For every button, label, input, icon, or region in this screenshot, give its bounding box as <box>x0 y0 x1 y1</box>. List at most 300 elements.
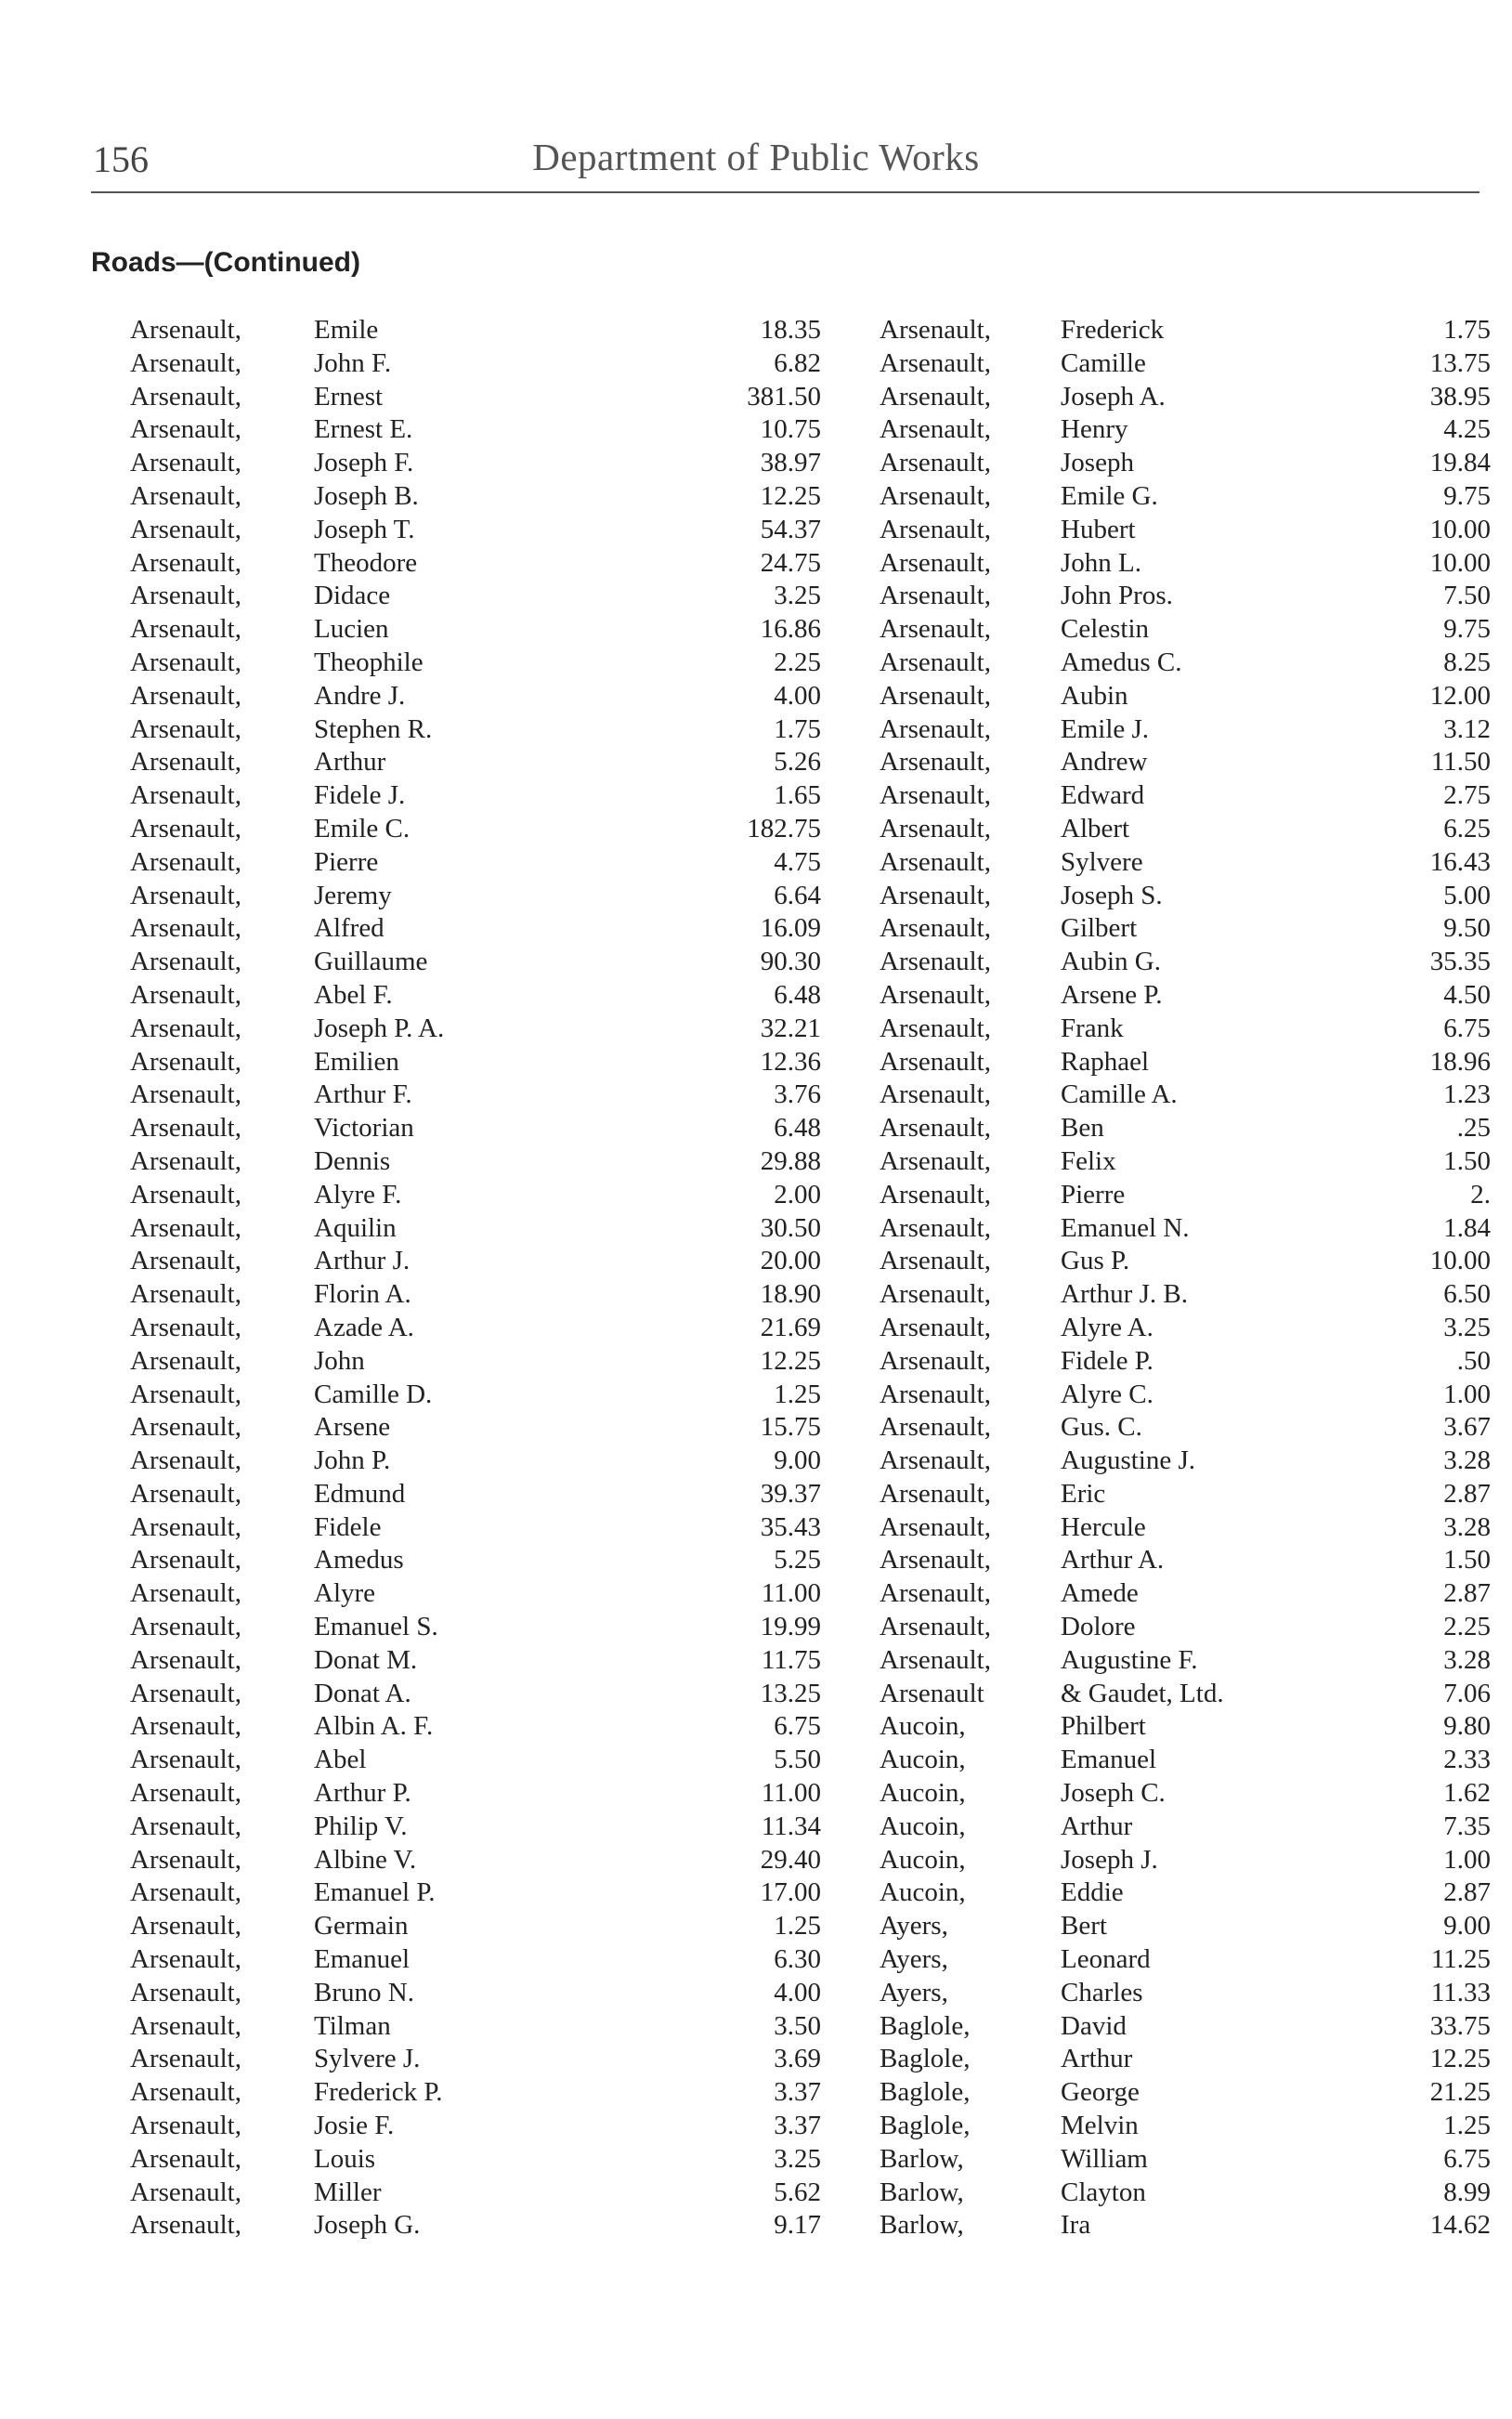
entry-given-name: Fidele J. <box>314 780 406 811</box>
entry-surname: Arsenault <box>880 1678 984 1708</box>
entry-given-name: Joseph F. <box>314 448 414 478</box>
entry-amount: 4.25 <box>1443 414 1491 445</box>
entry-amount: 2.87 <box>1443 1478 1491 1509</box>
entry-amount: 1.84 <box>1443 1212 1491 1243</box>
entry-given-name: Didace <box>314 581 391 611</box>
entry-given-name: Arsene <box>314 1412 391 1443</box>
entry-surname: Arsenault, <box>880 1212 991 1243</box>
entry-given-name: Dennis <box>314 1145 391 1176</box>
entry-amount: 4.00 <box>774 680 821 711</box>
entry-surname: Arsenault, <box>880 880 991 910</box>
entry-amount: 6.48 <box>774 979 821 1010</box>
entry-surname: Arsenault, <box>130 347 241 378</box>
entry-amount: 4.75 <box>774 846 821 877</box>
entry-surname: Arsenault, <box>880 614 991 645</box>
entry-surname: Arsenault, <box>130 1312 241 1342</box>
entry-surname: Arsenault, <box>130 2210 241 2241</box>
entry-surname: Arsenault, <box>130 1678 241 1708</box>
entry-surname: Arsenault, <box>880 1079 991 1110</box>
entry-amount: 24.75 <box>760 547 821 578</box>
entry-amount: 10.00 <box>1429 547 1491 578</box>
entry-surname: Barlow, <box>880 2177 964 2207</box>
entry-given-name: Amede <box>1061 1578 1139 1609</box>
entry-given-name: Gilbert <box>1061 913 1138 944</box>
entry-amount: 5.00 <box>1443 880 1491 910</box>
entry-surname: Ayers, <box>880 1911 948 1942</box>
entry-surname: Arsenault, <box>130 614 241 645</box>
entry-surname: Arsenault, <box>880 647 991 677</box>
entry-surname: Arsenault, <box>880 480 991 511</box>
entry-given-name: Josie F. <box>314 2111 395 2141</box>
entry-given-name: Fidele <box>314 1511 382 1542</box>
entry-amount: 30.50 <box>760 1212 821 1243</box>
entry-given-name: Eric <box>1061 1478 1106 1509</box>
entry-given-name: Stephen R. <box>314 713 433 744</box>
entry-amount: 381.50 <box>747 381 821 412</box>
entry-given-name: Donat A. <box>314 1678 411 1708</box>
entry-given-name: Ben <box>1061 1113 1104 1144</box>
entry-given-name: George <box>1061 2077 1140 2108</box>
entry-surname: Barlow, <box>880 2210 964 2241</box>
entry-given-name: Alyre A. <box>1061 1312 1154 1342</box>
entry-surname: Arsenault, <box>880 1046 991 1077</box>
entry-amount: .50 <box>1456 1345 1491 1376</box>
entry-surname: Arsenault, <box>130 1944 241 1975</box>
entry-amount: 182.75 <box>747 813 821 843</box>
entry-amount: 16.86 <box>760 614 821 645</box>
entry-surname: Baglole, <box>880 2044 971 2074</box>
entry-amount: 6.25 <box>1443 813 1491 843</box>
entry-amount: 90.30 <box>760 947 821 977</box>
entry-amount: 7.35 <box>1443 1811 1491 1841</box>
entry-amount: 6.64 <box>774 880 821 910</box>
entry-surname: Arsenault, <box>130 480 241 511</box>
entry-surname: Arsenault, <box>130 1113 241 1144</box>
entry-given-name: Pierre <box>314 846 379 877</box>
entry-given-name: Ernest <box>314 381 384 412</box>
entry-given-name: Hercule <box>1061 1511 1146 1542</box>
entry-surname: Arsenault, <box>880 1412 991 1443</box>
entry-given-name: Emile C. <box>314 813 411 843</box>
entry-amount: 4.50 <box>1443 979 1491 1010</box>
entry-surname: Arsenault, <box>880 813 991 843</box>
entry-given-name: Arthur J. <box>314 1246 411 1276</box>
entry-surname: Arsenault, <box>880 780 991 811</box>
entry-given-name: Albin A. F. <box>314 1711 434 1742</box>
entry-amount: 2.25 <box>1443 1612 1491 1642</box>
entry-surname: Arsenault, <box>130 1612 241 1642</box>
entry-given-name: & Gaudet, Ltd. <box>1061 1678 1224 1708</box>
entry-given-name: Ira <box>1061 2210 1091 2241</box>
entry-given-name: Bruno N. <box>314 1977 414 2007</box>
entry-surname: Arsenault, <box>880 1478 991 1509</box>
entry-amount: 11.00 <box>761 1578 821 1609</box>
entry-surname: Aucoin, <box>880 1778 966 1809</box>
entry-surname: Arsenault, <box>130 1079 241 1110</box>
entry-given-name: Amedus <box>314 1545 404 1576</box>
entry-amount: 2.75 <box>1443 780 1491 811</box>
entry-amount: 38.95 <box>1429 381 1491 412</box>
entry-surname: Arsenault, <box>130 813 241 843</box>
entry-amount: 6.75 <box>774 1711 821 1742</box>
entry-surname: Arsenault, <box>130 581 241 611</box>
page-number: 156 <box>93 138 149 180</box>
entry-given-name: Philbert <box>1061 1711 1146 1742</box>
entry-given-name: Emile J. <box>1061 713 1150 744</box>
entry-surname: Arsenault, <box>880 1612 991 1642</box>
entry-amount: 9.80 <box>1443 1711 1491 1742</box>
entry-surname: Arsenault, <box>880 979 991 1010</box>
entry-amount: 2.33 <box>1443 1745 1491 1775</box>
entry-surname: Aucoin, <box>880 1745 966 1775</box>
entry-surname: Arsenault, <box>880 547 991 578</box>
entry-amount: 12.25 <box>760 1345 821 1376</box>
entry-surname: Arsenault, <box>130 1412 241 1443</box>
entry-surname: Arsenault, <box>880 381 991 412</box>
entry-given-name: Germain <box>314 1911 409 1942</box>
entry-given-name: Edmund <box>314 1478 406 1509</box>
entry-amount: 3.37 <box>774 2077 821 2108</box>
entry-amount: 2.25 <box>774 647 821 677</box>
entry-amount: 9.75 <box>1443 480 1491 511</box>
entry-given-name: Joseph P. A. <box>314 1013 445 1043</box>
entry-amount: 29.88 <box>760 1145 821 1176</box>
entry-given-name: Theodore <box>314 547 418 578</box>
entry-given-name: Alyre F. <box>314 1179 402 1210</box>
entry-amount: 12.25 <box>760 480 821 511</box>
entry-surname: Arsenault, <box>130 780 241 811</box>
entry-surname: Arsenault, <box>130 2010 241 2041</box>
entry-amount: 11.75 <box>761 1644 821 1675</box>
entry-given-name: Fidele P. <box>1061 1345 1154 1376</box>
entry-surname: Arsenault, <box>880 514 991 544</box>
entry-given-name: Felix <box>1061 1145 1116 1176</box>
entry-given-name: Alfred <box>314 913 385 944</box>
entry-given-name: Frank <box>1061 1013 1124 1043</box>
entry-amount: 1.75 <box>774 713 821 744</box>
entry-amount: 3.67 <box>1443 1412 1491 1443</box>
entry-given-name: Celestin <box>1061 614 1150 645</box>
entry-amount: 10.00 <box>1429 1246 1491 1276</box>
entry-given-name: Gus. C. <box>1061 1412 1142 1443</box>
entry-given-name: Abel <box>314 1745 367 1775</box>
entry-surname: Arsenault, <box>130 1478 241 1509</box>
entry-given-name: Melvin <box>1061 2111 1139 2141</box>
entry-amount: 6.75 <box>1443 2143 1491 2174</box>
entry-given-name: Arthur <box>314 747 386 778</box>
entry-given-name: Lucien <box>314 614 389 645</box>
entry-amount: 21.25 <box>1429 2077 1491 2108</box>
entry-surname: Arsenault, <box>880 1312 991 1342</box>
entry-amount: 38.97 <box>760 448 821 478</box>
entry-amount: 3.69 <box>774 2044 821 2074</box>
entry-given-name: Arthur <box>1061 1811 1133 1841</box>
entry-surname: Arsenault, <box>130 414 241 445</box>
entry-amount: 3.76 <box>774 1079 821 1110</box>
entry-amount: 1.23 <box>1443 1079 1491 1110</box>
entry-given-name: Arthur J. B. <box>1061 1279 1188 1310</box>
entry-amount: 1.25 <box>1443 2111 1491 2141</box>
entry-given-name: Azade A. <box>314 1312 414 1342</box>
entry-amount: 1.65 <box>774 780 821 811</box>
entry-surname: Arsenault, <box>130 1811 241 1841</box>
entry-given-name: Joseph G. <box>314 2210 421 2241</box>
entry-amount: 19.84 <box>1429 448 1491 478</box>
entry-given-name: Emile <box>314 315 379 345</box>
entry-surname: Arsenault, <box>130 2177 241 2207</box>
entry-given-name: John P. <box>314 1445 391 1476</box>
entry-amount: 7.50 <box>1443 581 1491 611</box>
entry-surname: Arsenault, <box>130 1844 241 1875</box>
entry-amount: 3.28 <box>1443 1511 1491 1542</box>
entry-given-name: Bert <box>1061 1911 1107 1942</box>
entry-surname: Baglole, <box>880 2077 971 2108</box>
entry-surname: Arsenault, <box>880 1545 991 1576</box>
entry-amount: 11.34 <box>761 1811 821 1841</box>
entry-surname: Arsenault, <box>880 1113 991 1144</box>
entry-given-name: John Pros. <box>1061 581 1173 611</box>
entry-given-name: Andrew <box>1061 747 1148 778</box>
entry-surname: Arsenault, <box>130 713 241 744</box>
entry-given-name: Miller <box>314 2177 382 2207</box>
entry-amount: 16.43 <box>1429 846 1491 877</box>
entry-surname: Arsenault, <box>130 547 241 578</box>
entry-amount: 2.87 <box>1443 1578 1491 1609</box>
entry-surname: Arsenault, <box>130 2044 241 2074</box>
entry-amount: .25 <box>1456 1113 1491 1144</box>
entry-amount: 35.35 <box>1429 947 1491 977</box>
entry-amount: 16.09 <box>760 913 821 944</box>
entry-surname: Ayers, <box>880 1944 948 1975</box>
entry-amount: 11.00 <box>761 1778 821 1809</box>
entry-amount: 3.37 <box>774 2111 821 2141</box>
entry-surname: Arsenault, <box>130 1046 241 1077</box>
entry-amount: 6.50 <box>1443 1279 1491 1310</box>
entry-given-name: Emanuel P. <box>314 1877 436 1908</box>
entry-surname: Arsenault, <box>130 315 241 345</box>
entry-amount: 3.50 <box>774 2010 821 2041</box>
entry-amount: 8.99 <box>1443 2177 1491 2207</box>
entry-given-name: Aquilin <box>314 1212 397 1243</box>
entry-amount: 12.25 <box>1429 2044 1491 2074</box>
entry-amount: 6.30 <box>774 1944 821 1975</box>
entry-surname: Arsenault, <box>880 347 991 378</box>
entry-surname: Aucoin, <box>880 1711 966 1742</box>
entry-amount: 1.00 <box>1443 1379 1491 1409</box>
entry-amount: 13.75 <box>1429 347 1491 378</box>
entry-given-name: Joseph T. <box>314 514 415 544</box>
entry-surname: Arsenault, <box>130 1644 241 1675</box>
entry-surname: Arsenault, <box>130 514 241 544</box>
entry-surname: Arsenault, <box>130 1212 241 1243</box>
entry-surname: Arsenault, <box>130 1545 241 1576</box>
entry-given-name: David <box>1061 2010 1127 2041</box>
entry-given-name: Abel F. <box>314 979 393 1010</box>
entry-surname: Arsenault, <box>130 1445 241 1476</box>
entry-surname: Arsenault, <box>130 1977 241 2007</box>
entry-amount: 5.62 <box>774 2177 821 2207</box>
entry-given-name: John <box>314 1345 365 1376</box>
entry-amount: 3.25 <box>774 581 821 611</box>
entry-given-name: Arthur F. <box>314 1079 412 1110</box>
entry-given-name: Victorian <box>314 1113 414 1144</box>
entry-given-name: Arthur P. <box>314 1778 411 1809</box>
entry-amount: 12.36 <box>760 1046 821 1077</box>
entry-surname: Arsenault, <box>880 747 991 778</box>
entry-surname: Arsenault, <box>130 1778 241 1809</box>
entry-surname: Arsenault, <box>880 680 991 711</box>
entry-amount: 17.00 <box>760 1877 821 1908</box>
entry-amount: 1.25 <box>774 1911 821 1942</box>
entry-surname: Barlow, <box>880 2143 964 2174</box>
entry-given-name: Sylvere <box>1061 846 1143 877</box>
entry-amount: 1.75 <box>1443 315 1491 345</box>
entry-given-name: Sylvere J. <box>314 2044 421 2074</box>
entry-surname: Arsenault, <box>130 979 241 1010</box>
entry-amount: 14.62 <box>1429 2210 1491 2241</box>
entry-amount: 29.40 <box>760 1844 821 1875</box>
entry-given-name: Joseph J. <box>1061 1844 1158 1875</box>
entry-surname: Arsenault, <box>880 1445 991 1476</box>
entry-amount: 1.25 <box>774 1379 821 1409</box>
entry-surname: Arsenault, <box>880 448 991 478</box>
entry-amount: 1.50 <box>1443 1145 1491 1176</box>
entry-amount: 5.26 <box>774 747 821 778</box>
entry-amount: 9.17 <box>774 2210 821 2241</box>
entry-amount: 15.75 <box>760 1412 821 1443</box>
entry-amount: 5.50 <box>774 1745 821 1775</box>
entry-amount: 2.00 <box>774 1179 821 1210</box>
entry-surname: Arsenault, <box>130 880 241 910</box>
entry-given-name: Arthur A. <box>1061 1545 1165 1576</box>
entry-given-name: Charles <box>1061 1977 1143 2007</box>
entry-given-name: Ernest E. <box>314 414 413 445</box>
entry-amount: 2. <box>1470 1179 1491 1210</box>
entry-given-name: Florin A. <box>314 1279 411 1310</box>
entry-surname: Arsenault, <box>880 1578 991 1609</box>
entry-surname: Arsenault, <box>880 913 991 944</box>
entry-amount: 5.25 <box>774 1545 821 1576</box>
entry-given-name: Donat M. <box>314 1644 418 1675</box>
entry-amount: 39.37 <box>760 1478 821 1509</box>
entry-surname: Arsenault, <box>130 680 241 711</box>
entry-surname: Arsenault, <box>130 448 241 478</box>
entry-amount: 9.00 <box>774 1445 821 1476</box>
entry-surname: Ayers, <box>880 1977 948 2007</box>
entry-given-name: Arthur <box>1061 2044 1133 2074</box>
entry-amount: 9.00 <box>1443 1911 1491 1942</box>
entry-amount: 6.82 <box>774 347 821 378</box>
entry-amount: 8.25 <box>1443 647 1491 677</box>
entry-surname: Arsenault, <box>130 1345 241 1376</box>
entry-amount: 11.25 <box>1430 1944 1491 1975</box>
entry-given-name: Leonard <box>1061 1944 1151 1975</box>
entry-given-name: Alyre <box>314 1578 376 1609</box>
entry-given-name: Amedus C. <box>1061 647 1182 677</box>
entry-given-name: Aubin G. <box>1061 947 1161 977</box>
entry-amount: 18.90 <box>760 1279 821 1310</box>
entry-given-name: Jeremy <box>314 880 392 910</box>
entry-surname: Arsenault, <box>130 1379 241 1409</box>
entry-given-name: Augustine F. <box>1061 1644 1198 1675</box>
entry-given-name: Frederick <box>1061 315 1165 345</box>
entry-surname: Aucoin, <box>880 1811 966 1841</box>
entry-amount: 2.87 <box>1443 1877 1491 1908</box>
entry-given-name: Frederick P. <box>314 2077 443 2108</box>
entry-surname: Arsenault, <box>130 1745 241 1775</box>
entry-amount: 54.37 <box>760 514 821 544</box>
entry-surname: Arsenault, <box>130 2077 241 2108</box>
entry-surname: Arsenault, <box>130 1279 241 1310</box>
entry-surname: Arsenault, <box>880 1246 991 1276</box>
entry-amount: 18.35 <box>760 315 821 345</box>
entry-amount: 11.50 <box>1430 747 1491 778</box>
entry-surname: Arsenault, <box>130 647 241 677</box>
entry-surname: Arsenault, <box>880 1279 991 1310</box>
entry-given-name: Andre J. <box>314 680 406 711</box>
entry-amount: 3.28 <box>1443 1644 1491 1675</box>
entry-surname: Arsenault, <box>880 581 991 611</box>
entry-surname: Arsenault, <box>880 947 991 977</box>
entry-given-name: Emile G. <box>1061 480 1158 511</box>
entry-amount: 3.25 <box>1443 1312 1491 1342</box>
entry-given-name: William <box>1061 2143 1148 2174</box>
entry-amount: 3.25 <box>774 2143 821 2174</box>
entry-given-name: Louis <box>314 2143 376 2174</box>
entry-surname: Arsenault, <box>130 747 241 778</box>
entry-amount: 1.50 <box>1443 1545 1491 1576</box>
entry-amount: 19.99 <box>760 1612 821 1642</box>
entry-given-name: Hubert <box>1061 514 1136 544</box>
entry-given-name: Emanuel N. <box>1061 1212 1190 1243</box>
running-head-title: Department of Public Works <box>532 136 980 178</box>
entry-surname: Arsenault, <box>130 2111 241 2141</box>
entry-surname: Arsenault, <box>130 1145 241 1176</box>
entry-amount: 4.00 <box>774 1977 821 2007</box>
entry-given-name: Aubin <box>1061 680 1128 711</box>
entry-surname: Arsenault, <box>880 414 991 445</box>
entry-given-name: Joseph C. <box>1061 1778 1166 1809</box>
entry-amount: 11.33 <box>1430 1977 1491 2007</box>
entry-surname: Arsenault, <box>880 1013 991 1043</box>
entry-surname: Arsenault, <box>130 846 241 877</box>
entry-amount: 7.06 <box>1443 1678 1491 1708</box>
entry-given-name: Joseph <box>1061 448 1134 478</box>
entry-surname: Arsenault, <box>880 1145 991 1176</box>
entry-amount: 10.00 <box>1429 514 1491 544</box>
entry-given-name: Albine V. <box>314 1844 417 1875</box>
entry-amount: 20.00 <box>760 1246 821 1276</box>
entry-amount: 21.69 <box>760 1312 821 1342</box>
entry-surname: Baglole, <box>880 2111 971 2141</box>
entry-given-name: Tilman <box>314 2010 391 2041</box>
entry-surname: Arsenault, <box>880 1179 991 1210</box>
entry-given-name: Henry <box>1061 414 1128 445</box>
entry-amount: 13.25 <box>760 1678 821 1708</box>
entry-given-name: Clayton <box>1061 2177 1146 2207</box>
entry-amount: 6.48 <box>774 1113 821 1144</box>
entry-given-name: Joseph B. <box>314 480 419 511</box>
entry-amount: 18.96 <box>1429 1046 1491 1077</box>
entry-given-name: Eddie <box>1061 1877 1124 1908</box>
entry-given-name: Guillaume <box>314 947 428 977</box>
entry-amount: 35.43 <box>760 1511 821 1542</box>
entry-surname: Baglole, <box>880 2010 971 2041</box>
entry-amount: 9.75 <box>1443 614 1491 645</box>
entry-given-name: Camille A. <box>1061 1079 1178 1110</box>
entry-surname: Arsenault, <box>130 2143 241 2174</box>
entry-surname: Arsenault, <box>880 1644 991 1675</box>
